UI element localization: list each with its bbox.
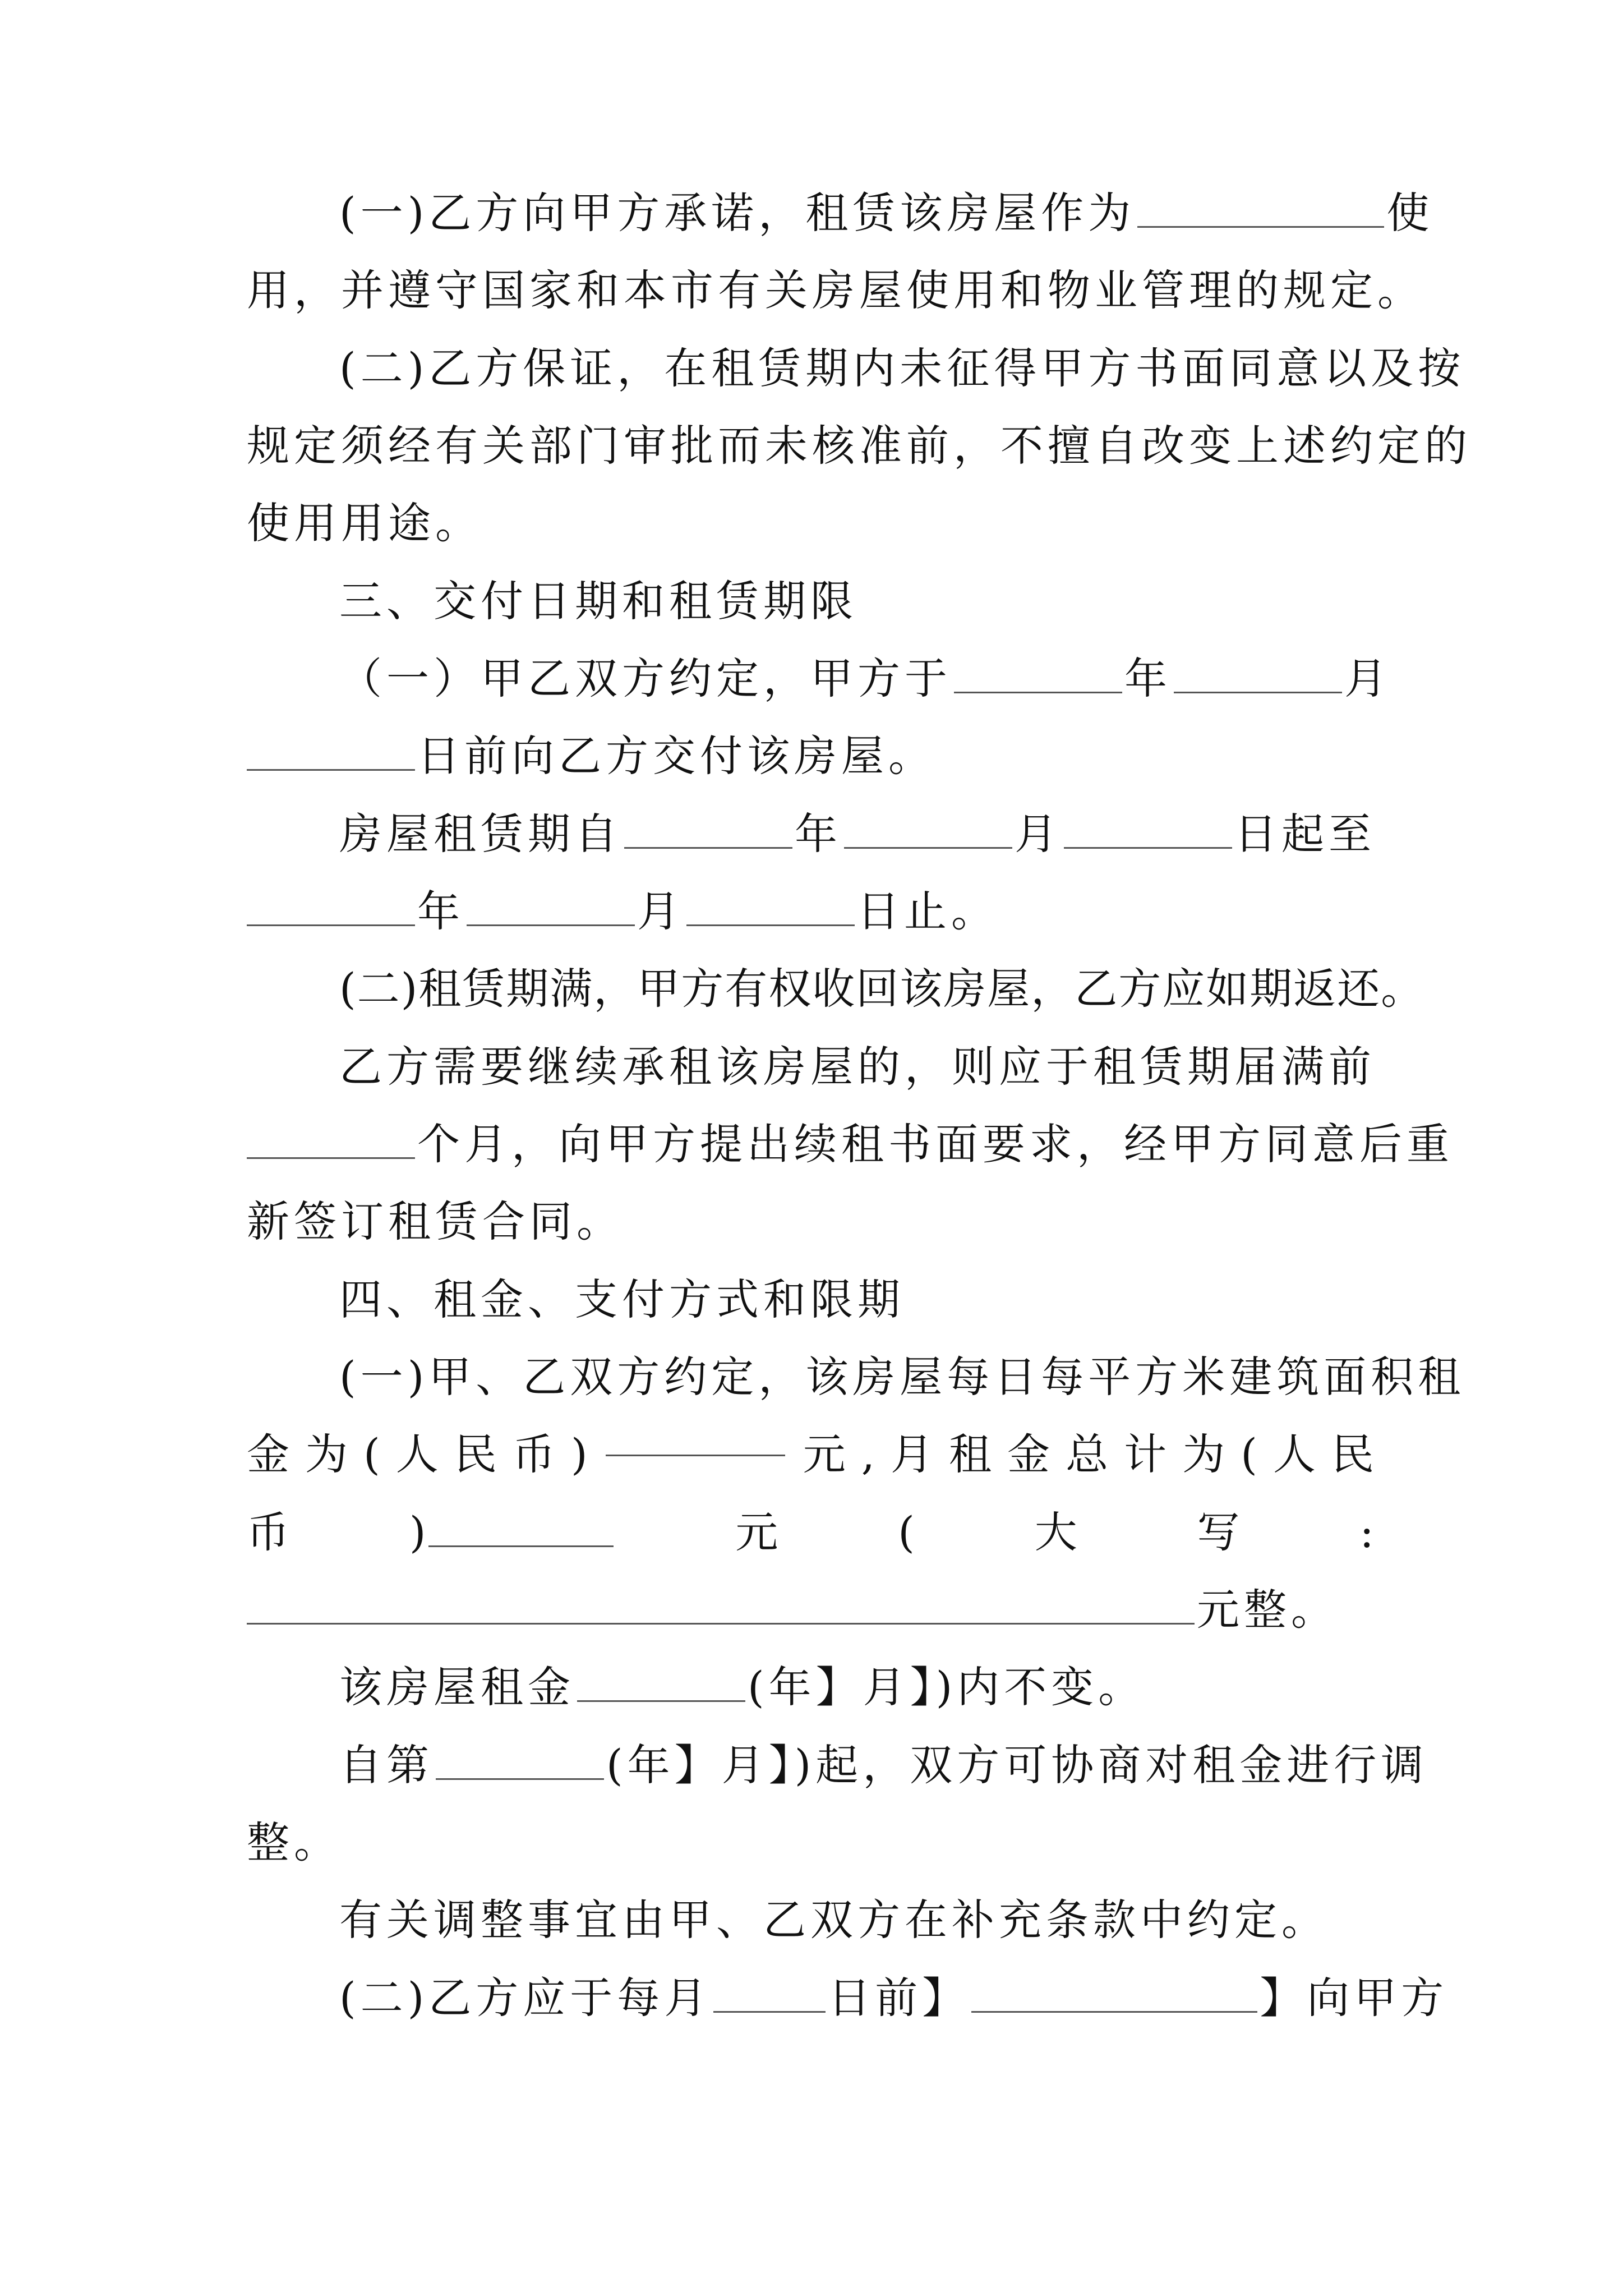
blank-start-month[interactable] — [844, 813, 1012, 849]
text: 月 — [1344, 654, 1391, 703]
supplement-line: 有关调整事宜由甲、乙双方在补充条款中约定。 — [339, 1895, 1329, 1945]
blank-year[interactable] — [954, 658, 1122, 693]
delivery-date-line-2 — [247, 723, 1374, 790]
text: ( — [898, 1507, 915, 1557]
text: 日前向乙方交付该房屋。 — [417, 731, 935, 781]
blank-day[interactable] — [247, 735, 415, 771]
text: 日止。 — [857, 886, 998, 936]
section-heading-delivery: 三、交付日期和租赁期限 — [339, 576, 857, 626]
text: 月 — [637, 886, 684, 936]
rent-fixed-line — [339, 1654, 1374, 1721]
blank-start-day[interactable] — [1064, 813, 1232, 849]
text: : — [1359, 1507, 1374, 1557]
blank-daily-rent[interactable] — [606, 1421, 785, 1456]
text: 年 — [795, 809, 842, 859]
lease-term-line-1 — [339, 800, 1374, 868]
text: 写 — [1197, 1507, 1240, 1557]
rent-line-2 — [247, 1421, 1374, 1488]
clause-guarantee-line-3: 使用用途。 — [247, 498, 482, 548]
clause-purpose-line-2: 用，并遵守国家和本市有关房屋使用和物业管理的规定。 — [247, 265, 1424, 315]
text: 总 — [1066, 1429, 1109, 1479]
blank-pay-method[interactable] — [971, 1977, 1257, 2013]
text: （一）甲乙双方约定，甲方于 — [339, 654, 952, 703]
text: (二)乙方应于每月 — [339, 1973, 712, 2023]
rent-line-4 — [247, 1576, 1374, 1644]
blank-month[interactable] — [1174, 658, 1342, 693]
text: , — [861, 1429, 875, 1479]
text: 使 — [1386, 188, 1434, 238]
text: 房屋租赁期自 — [339, 809, 622, 859]
clause-guarantee-line-1: (二)乙方保证，在租赁期内未征得甲方书面同意以及按 — [339, 343, 1465, 393]
text: 自第 — [339, 1740, 434, 1790]
text: 日前】 — [828, 1973, 970, 2023]
text: 人 — [395, 1429, 439, 1479]
text: 金 — [247, 1429, 289, 1479]
text: 民 — [454, 1429, 497, 1479]
blank-end-month[interactable] — [467, 891, 635, 926]
text: 年 — [1124, 654, 1172, 703]
delivery-date-line-1 — [339, 645, 1391, 712]
blank-start-year[interactable] — [624, 813, 792, 849]
text: 为 — [1182, 1429, 1225, 1479]
text: 元 — [803, 1429, 846, 1479]
rent-adjust-line-2: 整。 — [247, 1818, 341, 1867]
text: 月 — [890, 1429, 933, 1479]
text: 元 — [735, 1507, 778, 1557]
renewal-line-2 — [247, 1111, 1454, 1178]
text: 币 — [247, 1507, 289, 1557]
lease-term-line-2 — [247, 878, 1374, 945]
text: (一)乙方向甲方承诺，租赁该房屋作为 — [339, 188, 1136, 238]
text: ) — [570, 1429, 588, 1479]
section-heading-rent: 四、租金、支付方式和限期 — [339, 1274, 905, 1324]
text: ) — [409, 1507, 426, 1557]
rent-line-1: (一)甲、乙双方约定，该房屋每日每平方米建筑面积租 — [339, 1352, 1465, 1402]
clause-guarantee-line-2: 规定须经有关部门审批而未核准前，不擅自改变上述约定的 — [247, 421, 1472, 471]
rent-line-3 — [247, 1499, 1374, 1566]
payment-line — [339, 1964, 1449, 2032]
blank-adjust-period[interactable] — [436, 1745, 604, 1780]
text: 元整。 — [1197, 1585, 1338, 1635]
text: 个月，向甲方提出续租书面要求，经甲方同意后重 — [417, 1119, 1454, 1169]
text: 金 — [1007, 1429, 1050, 1479]
lease-expiry-line: (二)租赁期满，甲方有权收回该房屋，乙方应如期返还。 — [339, 964, 1425, 1014]
text: (年】月】)起，双方可协商对租金进行调 — [606, 1740, 1428, 1790]
blank-fixed-period[interactable] — [577, 1667, 745, 1702]
blank-monthly-rent[interactable] — [428, 1512, 614, 1547]
text: 日起至 — [1234, 809, 1376, 859]
text: (年】月】)内不变。 — [748, 1662, 1146, 1712]
clause-purpose-line-1 — [339, 180, 1434, 247]
blank-months[interactable] — [247, 1124, 415, 1159]
blank-end-day[interactable] — [686, 891, 855, 926]
text: 租 — [949, 1429, 992, 1479]
blank-pay-day[interactable] — [713, 1977, 826, 2013]
blank-purpose[interactable] — [1137, 192, 1384, 228]
renewal-line-1: 乙方需要继续承租该房屋的，则应于租赁期届满前 — [339, 1042, 1376, 1092]
text: 为 — [305, 1429, 348, 1479]
blank-rent-uppercase[interactable] — [247, 1589, 1195, 1625]
text: 民 — [1331, 1429, 1374, 1479]
text: 人 — [1272, 1429, 1316, 1479]
text: ( — [1241, 1429, 1257, 1479]
blank-end-year[interactable] — [247, 891, 415, 926]
rent-adjust-line-1 — [339, 1732, 1428, 1799]
text: ( — [363, 1429, 380, 1479]
text: 币 — [512, 1429, 555, 1479]
text: 月 — [1015, 809, 1062, 859]
text: 计 — [1124, 1429, 1167, 1479]
renewal-line-3: 新签订租赁合同。 — [247, 1197, 624, 1246]
text: 大 — [1034, 1507, 1077, 1557]
text: 该房屋租金 — [339, 1662, 575, 1712]
text: 】向甲方 — [1260, 1973, 1449, 2023]
text: 年 — [417, 886, 464, 936]
